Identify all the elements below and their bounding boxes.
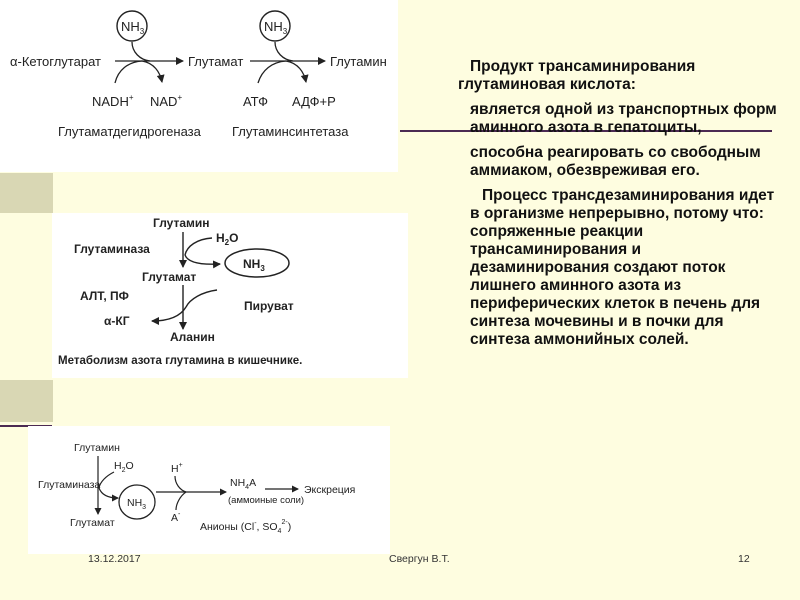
- anions-curve: [176, 492, 186, 510]
- nh3-release-arrow: [185, 255, 220, 264]
- renal-ammonia-diagram: [28, 426, 390, 554]
- glutamate-label: Глутамат: [70, 517, 115, 529]
- transdeamination-paragraph: Процесс трансдезаминирования идет в организме непрерывно, потому что: сопряженные реакции трансаминирования и дезаминирования создают поток лишнего аминного азота из периферических клеток в печень для синтеза мочевины и в почки для синтеза аммонийных солей.: [470, 187, 775, 348]
- intro-paragraph: Продукт трансаминирования глутаминовая кислота:: [458, 58, 696, 93]
- a-minus-label: A-: [171, 511, 181, 524]
- nh3-release-arrow: [99, 488, 118, 498]
- nh3-label: $NH_3$: [127, 497, 147, 511]
- nadh-label: NADH+: [92, 93, 134, 109]
- ammonium-salts-label: (аммоиные соли): [228, 495, 305, 506]
- bullet-ammonia-binding: способна реагировать со свободным аммиаком, обезвреживая его.: [470, 144, 761, 179]
- anions-label: Анионы (Cl-, $SO_4^{2-}$): [200, 519, 292, 535]
- nh3-label-1: $NH_3$: [121, 19, 145, 36]
- alt-label: АЛТ, ПФ: [80, 289, 129, 303]
- glutamate-label: Глутамат: [142, 270, 197, 284]
- glutaminase-label: Глутаминаза: [38, 479, 101, 491]
- glutamate-label: Глутамат: [188, 54, 244, 69]
- nadh-curve: [115, 61, 142, 83]
- h2o-curve: [99, 472, 114, 488]
- bullet-transport-form: является одной из транспортных форм аминного азота в гепатоциты,: [470, 101, 777, 136]
- enzyme-label-2: Глутаминсинтетаза: [232, 124, 349, 139]
- h-plus-curve: [175, 476, 186, 492]
- pyruvate-label: Пируват: [244, 299, 294, 313]
- glutamine-synthesis-diagram: [0, 0, 398, 172]
- adp-label: АДФ+Р: [292, 94, 336, 109]
- nad-label: NAD+: [150, 93, 183, 109]
- enzyme-label-1: Глутаматдегидрогеназа: [58, 124, 201, 139]
- footer-date: 13.12.2017: [88, 553, 141, 565]
- atp-label: АТФ: [243, 94, 269, 109]
- atp-curve: [258, 61, 286, 83]
- akg-arrow: [152, 307, 186, 321]
- h2o-curve: [185, 238, 212, 255]
- h2o-label: $H_2O$: [216, 231, 239, 247]
- akg-label: α-КГ: [104, 314, 130, 328]
- decor-square-2: [0, 380, 53, 422]
- footer-author: Свергун В.Т.: [389, 553, 450, 565]
- h-plus-label: H+: [171, 462, 183, 475]
- glutamine-label: Глутамин: [153, 216, 210, 230]
- adp-curve: [286, 61, 306, 82]
- nh3-incorporation-arrow-2: [275, 42, 293, 61]
- nad-curve: [142, 61, 162, 82]
- intestinal-glutamine-diagram: [52, 213, 408, 378]
- glutamine-label: Глутамин: [74, 442, 120, 454]
- nh3-incorporation-arrow-1: [132, 42, 150, 61]
- glutaminase-label: Глутаминаза: [74, 242, 150, 256]
- diagram-caption: Метаболизм азота глутамина в кишечнике.: [58, 355, 303, 367]
- page-number: 12: [738, 553, 750, 565]
- nh3-label: $NH_3$: [243, 257, 265, 273]
- pyruvate-curve: [186, 290, 217, 307]
- decor-square-1: [0, 173, 53, 213]
- nh4a-label: $NH_4A$: [230, 477, 257, 491]
- nh3-label-2: $NH_3$: [264, 19, 288, 36]
- excretion-label: Экскреция: [304, 484, 356, 496]
- glutamine-label: Глутамин: [330, 54, 387, 69]
- ketoglutarate-label: α-Кетоглутарат: [10, 54, 101, 69]
- slide-body-text: [458, 58, 778, 356]
- h2o-label: $H_2O$: [114, 460, 134, 474]
- alanine-label: Аланин: [170, 330, 215, 344]
